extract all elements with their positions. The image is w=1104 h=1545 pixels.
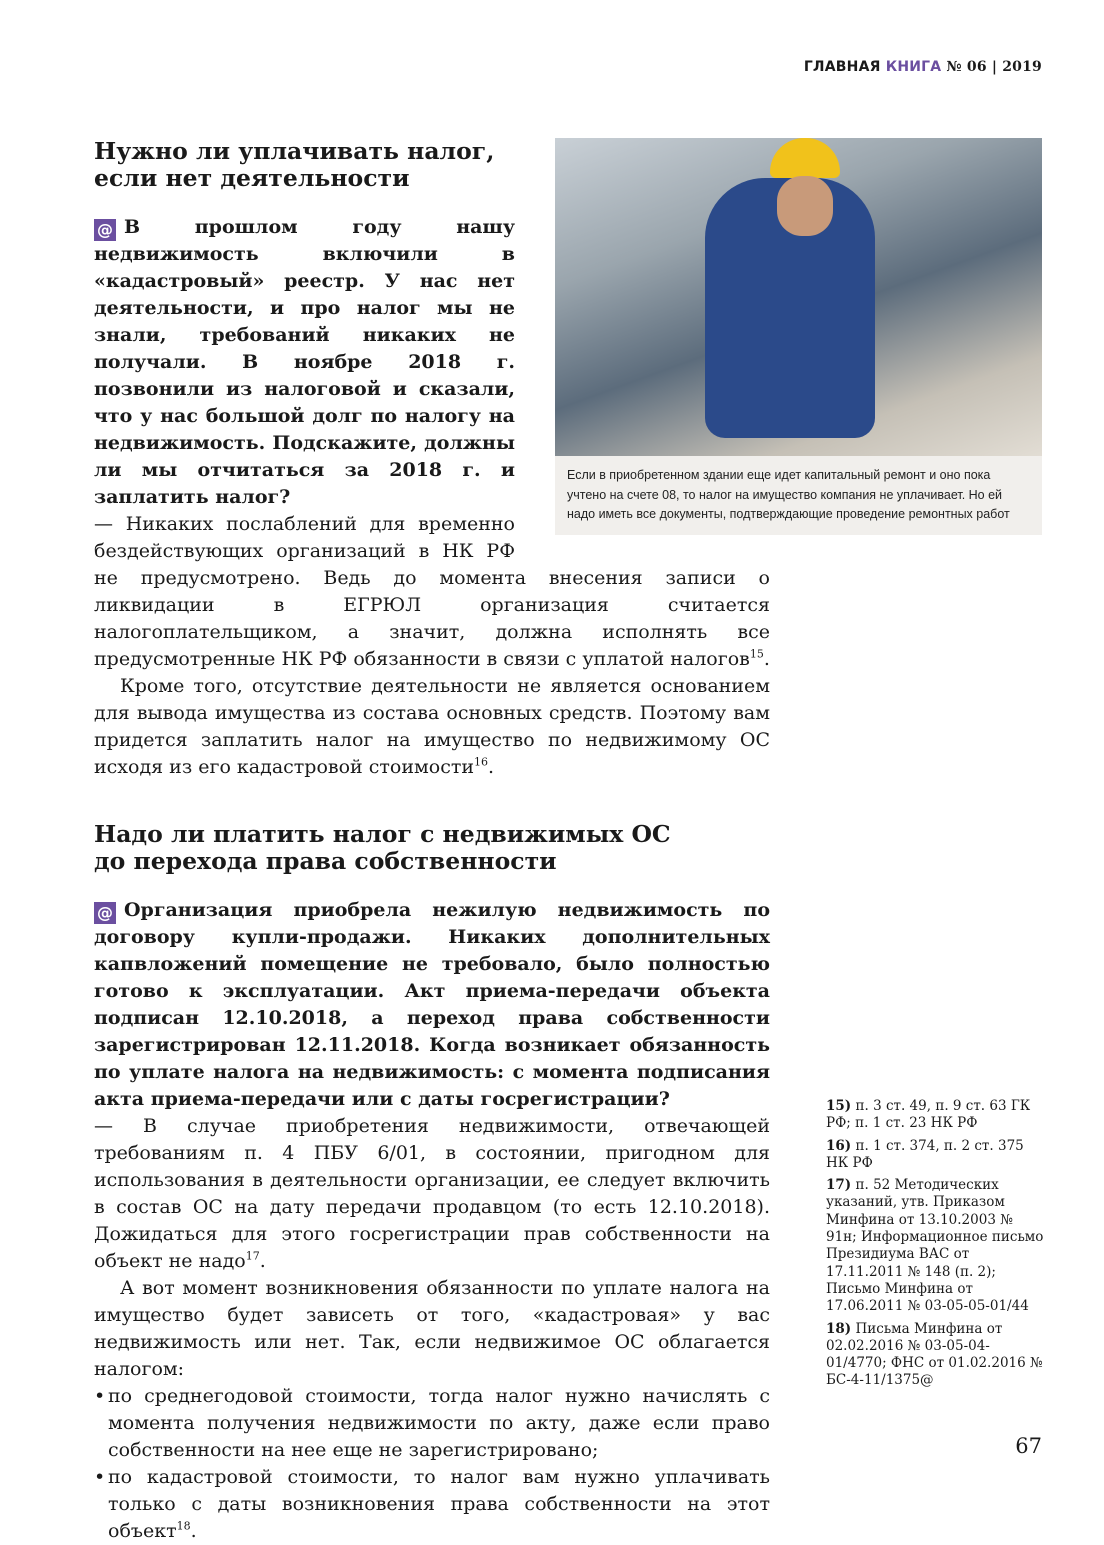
footnote: 16) п. 1 ст. 374, п. 2 ст. 375 НК РФ bbox=[826, 1137, 1024, 1171]
section-2 bbox=[94, 821, 770, 1545]
running-header bbox=[804, 59, 1042, 75]
answer-paragraph: — В случае приобретения недвижимости, отвечающей требованиям п. 4 ПБУ 6/01, в состоянии, пригодном для использования в деятельности организации, ее следует включить в состав ОС на дату передачи продавцом (то есть 12.10.2018). Дожидаться для этого госрегистрации прав собственности на объект не надо$^{17}$. bbox=[94, 1115, 770, 1272]
list-item: • по среднегодовой стоимости, тогда налог нужно начислять с момента получения недвижимости по акту, даже если право собственности на нее еще не зарегистрировано; bbox=[94, 1383, 770, 1464]
brand-name-accent: КНИГА bbox=[885, 59, 942, 75]
answer-paragraph: — Никаких послаблений для временно бездействующих организаций в НК РФ не предусмотрено. Ведь до момента внесения записи о ликвидации в ЕГРЮЛ организация считается налогоплательщиком, а значит, должна исполнять все предусмотренные НК РФ обязанности в связи с уплатой налогов$^{15}$. bbox=[94, 513, 770, 670]
reader-question: @ Организация приобрела нежилую недвижимость по договору купли-продажи. Никаких дополнительных капвложений помещение не требовало, было полностью готово к эксплуатации. Акт приема-передачи объекта подписан 12.10.2018, а переход права собственности зарегистрирован 12.11.2018. Когда возникает обязанность по уплате налога на недвижимость: с момента подписания акта приема-передачи или с даты госрегистрации? bbox=[94, 899, 770, 1110]
section-title: Нужно ли уплачивать налог, если нет деятельности bbox=[94, 137, 495, 192]
construction-worker-photo bbox=[555, 138, 1042, 456]
section-title: Надо ли платить налог с недвижимых ОС до перехода права собственности bbox=[94, 820, 671, 875]
footnote: 17) п. 52 Методических указаний, утв. Приказом Минфина от 13.10.2003 № 91н; Информационное письмо Президиума ВАС от 17.11.2011 № 148 (п. 2); Письмо Минфина от 17.06.2011 № 03-05-05-01/44 bbox=[826, 1177, 1044, 1315]
list-item: • по кадастровой стоимости, то налог вам нужно уплачивать только с даты возникновения права собственности на этот объект$^{18}$. bbox=[94, 1464, 770, 1545]
issue-number: № 06 | 2019 bbox=[946, 59, 1042, 75]
page-number: 67 bbox=[1015, 1434, 1042, 1458]
bullet-list bbox=[94, 1383, 770, 1545]
answer-paragraph: А вот момент возникновения обязанности по уплате налога на имущество будет зависеть от того, «кадастровая» у вас недвижимость или нет. Так, если недвижимое ОС облагается налогом: bbox=[94, 1277, 770, 1380]
photo-figure bbox=[555, 138, 1042, 535]
photo-caption: Если в приобретенном здании еще идет капитальный ремонт и оно пока учтено на счете 08, то налог на имущество компания не уплачивает. Но ей надо иметь все документы, подтверждающие проведение ремонтных работ bbox=[567, 468, 1010, 521]
at-icon: @ bbox=[94, 902, 116, 924]
reader-question: @ В прошлом году нашу недвижимость включили в «кадастровый» реестр. У нас нет деятельности, и про налог мы не знали, требований никаких не получали. В ноябре 2018 г. позвонили из налоговой и сказали, что у нас большой долг по налогу на недвижимость. Подскажите, должны ли мы отчитаться за 2018 г. и заплатить налог? bbox=[94, 216, 515, 508]
footnote: 15) п. 3 ст. 49, п. 9 ст. 63 ГК РФ; п. 1 ст. 23 НК РФ bbox=[826, 1098, 1031, 1132]
footnotes bbox=[826, 1098, 1046, 1395]
at-icon: @ bbox=[94, 219, 116, 241]
answer-paragraph: Кроме того, отсутствие деятельности не является основанием для вывода имущества из состава основных средств. Поэтому вам придется заплатить налог на имущество по недвижимому ОС исходя из его кадастровой стоимости$^{16}$. bbox=[94, 675, 770, 778]
brand-name: ГЛАВНАЯ bbox=[803, 59, 881, 75]
footnote: 18) Письма Минфина от 02.02.2016 № 03-05-04-01/4770; ФНС от 01.02.2016 № БС-4-11/1375@ bbox=[826, 1320, 1043, 1389]
